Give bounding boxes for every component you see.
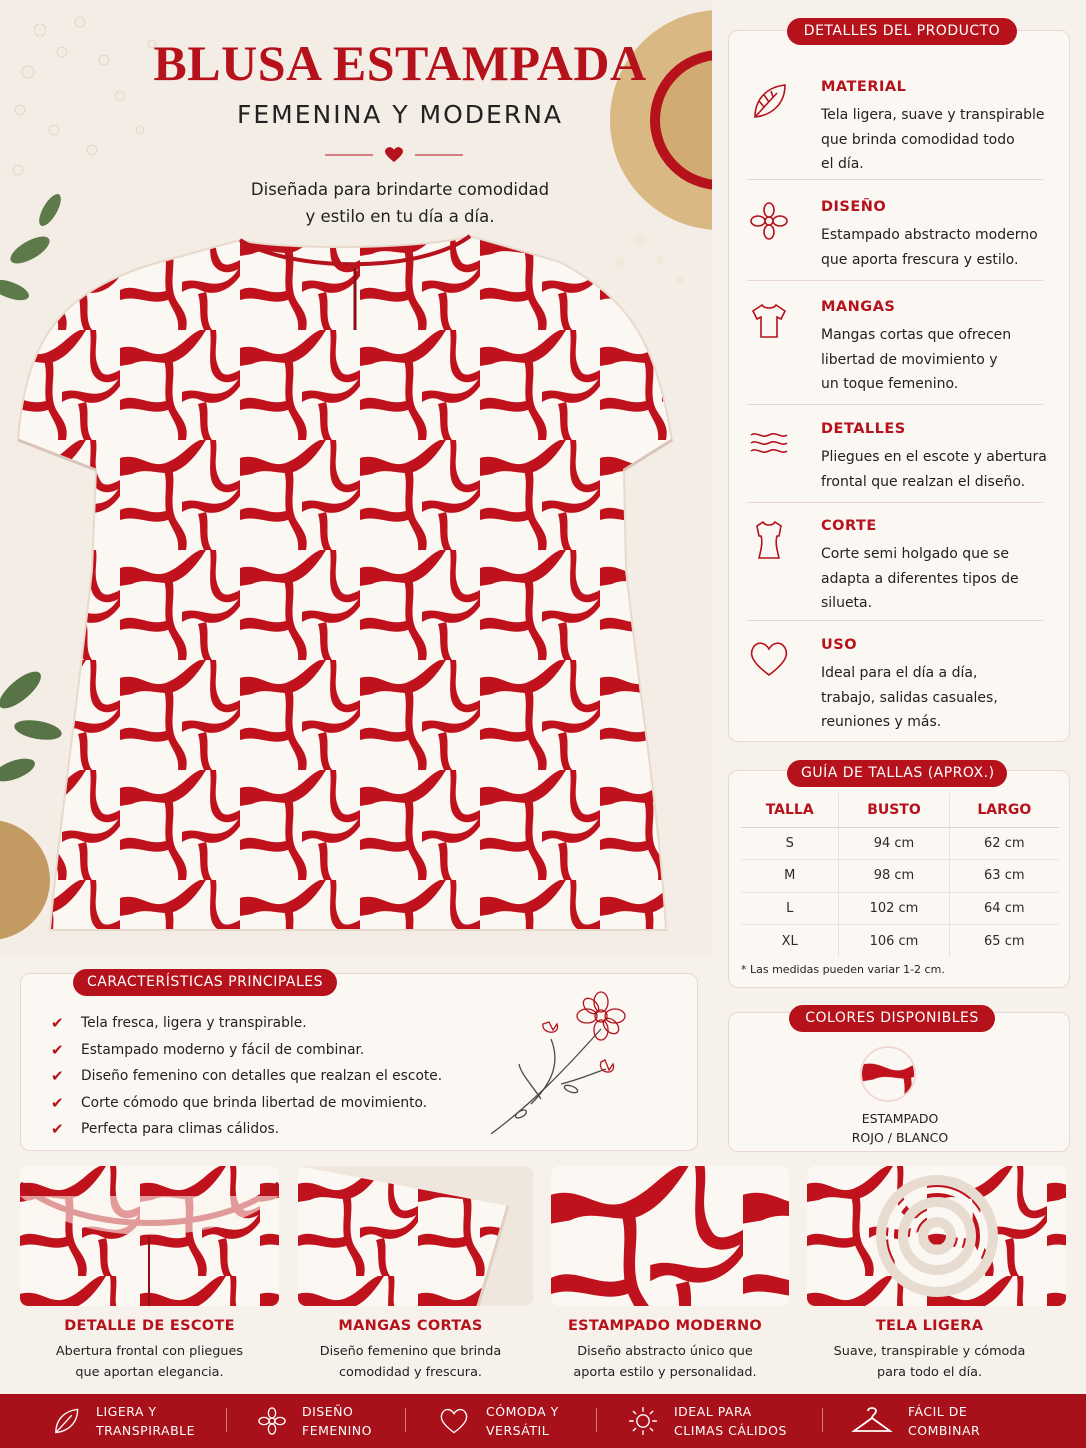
detail-text: Pliegues en el escote y abertura frontal que realzan el diseño. [821, 449, 1047, 490]
color-swatch[interactable] [860, 1046, 916, 1102]
heart-icon [385, 147, 403, 162]
list-item: ✔ Estampado moderno y fácil de combinar. [51, 1040, 365, 1059]
hanger-icon [850, 1405, 894, 1437]
title-divider [325, 145, 463, 165]
gallery-text: Diseño abstracto único que aporta estilo y personalidad. [573, 1344, 757, 1380]
table-row: M 98 cm 63 cm [741, 860, 1059, 893]
product-details-header: DETALLES DEL PRODUCTO [787, 18, 1017, 45]
detail-title: MATERIAL [821, 79, 907, 95]
color-name: ESTAMPADO ROJO / BLANCO [851, 1111, 949, 1145]
flower-icon [256, 1405, 288, 1437]
thumbnail-print[interactable] [551, 1166, 789, 1306]
divider [747, 280, 1043, 281]
gallery-title: ESTAMPADO MODERNO [567, 1318, 763, 1334]
heart-icon [747, 637, 791, 681]
check-icon: ✔ [51, 1014, 64, 1033]
gallery-text: Abertura frontal con pliegues que aportan elegancia. [55, 1344, 244, 1380]
tagline [200, 176, 600, 230]
benefit-item: DISEÑO FEMENINO [256, 1394, 372, 1448]
tagline-line: y estilo en tu día a día. [305, 207, 495, 226]
thumbnail-sleeve[interactable] [298, 1166, 533, 1306]
gallery-text: Diseño femenino que brinda comodidad y frescura. [319, 1344, 502, 1380]
tshirt-icon [747, 299, 791, 343]
divider [405, 1408, 406, 1432]
leaf-icon [747, 79, 791, 123]
divider [226, 1408, 227, 1432]
detail-text: Mangas cortas que ofrecen libertad de movimiento y un toque femenino. [821, 327, 1012, 392]
flower-icon [747, 199, 791, 243]
benefit-item: IDEAL PARA CLIMAS CÁLIDOS [626, 1394, 787, 1448]
page-title: BLUSA ESTAMPADA [153, 35, 647, 91]
benefit-item: FÁCIL DE COMBINAR [850, 1394, 980, 1448]
waves-icon [747, 421, 791, 465]
features-card [20, 973, 698, 1151]
column-header: BUSTO [839, 793, 949, 827]
divider [747, 502, 1043, 503]
features-list [51, 1010, 442, 1143]
check-icon: ✔ [51, 1067, 64, 1086]
sun-icon [626, 1404, 660, 1438]
thumbnail-neckline[interactable] [20, 1166, 279, 1306]
detail-title: DISEÑO [821, 199, 887, 215]
column-header: TALLA [741, 793, 839, 827]
list-item: ✔ Perfecta para climas cálidos. [51, 1120, 280, 1139]
gallery-title: DETALLE DE ESCOTE [64, 1318, 235, 1334]
divider [747, 404, 1043, 405]
product-details-card [728, 23, 1070, 742]
check-icon: ✔ [51, 1040, 64, 1059]
column-header: LARGO [949, 793, 1059, 827]
list-item: ✔ Corte cómodo que brinda libertad de movimiento. [51, 1093, 428, 1112]
benefit-item: LIGERA Y TRANSPIRABLE [50, 1394, 195, 1448]
blouse-photo [0, 0, 712, 955]
size-guide-header: GUÍA DE TALLAS (APROX.) [787, 760, 1007, 787]
list-item: ✔ Diseño femenino con detalles que realzan el escote. [51, 1067, 443, 1086]
leaf-icon [50, 1405, 82, 1437]
divider [596, 1408, 597, 1432]
table-row: L 102 cm 64 cm [741, 892, 1059, 925]
detail-text: Corte semi holgado que se adapta a diferentes tipos de silueta. [821, 546, 1019, 611]
flower-sketch-icon [491, 984, 671, 1144]
colors-card [728, 1012, 1070, 1152]
gallery-title: MANGAS CORTAS [338, 1318, 483, 1334]
divider [747, 620, 1043, 621]
detail-title: MANGAS [821, 299, 896, 315]
detail-title: DETALLES [821, 421, 906, 437]
table-row: S 94 cm 62 cm [741, 827, 1059, 860]
gallery-title: TELA LIGERA [875, 1318, 984, 1334]
gallery-text: Suave, transpirable y cómoda para todo el día. [833, 1344, 1026, 1380]
detail-text: Ideal para el día a día, trabajo, salidas casuales, reuniones y más. [821, 665, 998, 730]
tagline-line: Diseñada para brindarte comodidad [250, 180, 550, 199]
divider [822, 1408, 823, 1432]
detail-text: Tela ligera, suave y transpirable que brinda comodidad todo el día. [821, 107, 1045, 172]
size-note: * Las medidas pueden variar 1-2 cm. [741, 963, 945, 976]
features-header: CARACTERÍSTICAS PRINCIPALES [73, 969, 337, 996]
detail-title: CORTE [821, 518, 877, 534]
thumbnail-fabric[interactable] [807, 1166, 1066, 1306]
benefits-bar [0, 1394, 1086, 1448]
size-table [741, 793, 1059, 957]
size-guide-card [728, 765, 1070, 988]
detail-title: USO [821, 637, 858, 653]
divider [747, 179, 1043, 180]
list-item: ✔ Tela fresca, ligera y transpirable. [51, 1014, 307, 1033]
check-icon: ✔ [51, 1093, 64, 1112]
heart-icon [436, 1405, 472, 1437]
check-icon: ✔ [51, 1120, 64, 1139]
fitted-top-icon [747, 518, 791, 562]
page-subtitle: FEMENINA Y MODERNA [236, 100, 564, 129]
hero-section [0, 0, 712, 955]
benefit-item: CÓMODA Y VERSÁTIL [436, 1394, 559, 1448]
colors-header: COLORES DISPONIBLES [789, 1005, 995, 1032]
detail-text: Estampado abstracto moderno que aporta frescura y estilo. [821, 227, 1038, 268]
table-row: XL 106 cm 65 cm [741, 925, 1059, 958]
